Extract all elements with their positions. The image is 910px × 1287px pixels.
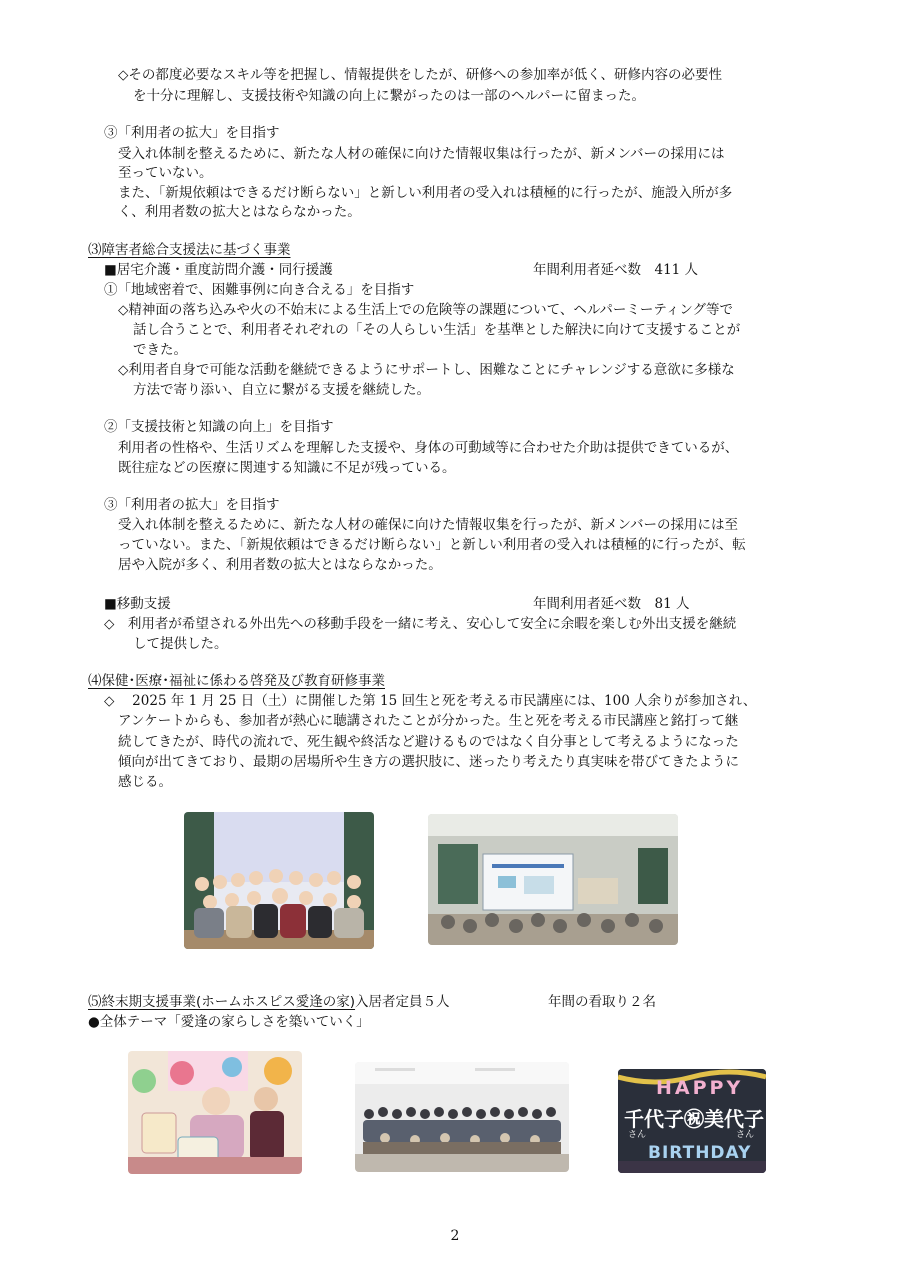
service-title: ■居宅介護・重度訪問介護・同行援護: [104, 262, 333, 278]
banner-happy-text: HAPPY: [656, 1077, 744, 1099]
text-line: 利用者の性格や、生活リズムを理解した支援や、身体の可動域等に合わせた介助は提供できているが、: [118, 440, 739, 456]
text-line: ◇ 2025 年 1 月 25 日（土）に開催した第 15 回生と死を考える市民講座には、100 人余りが参加され、: [104, 693, 757, 709]
text-line: 既往症などの医療に関連する知識に不足が残っている。: [118, 460, 456, 476]
text-line: 傾向が出てきており、最期の居場所や生き方の選択肢に、迷ったり考えたり真実味を帯びてきたように: [118, 754, 739, 770]
text-line: ◇ 利用者が希望される外出先への移動手段を一緒に考え、安心して安全に余暇を楽しむ外出支援を継続: [104, 616, 737, 632]
subsection-heading: ③「利用者の拡大」を目指す: [104, 125, 280, 141]
section-heading-4: ⑷保健･医療･福祉に係わる啓発及び教育研修事業: [88, 673, 385, 689]
text-line: アンケートからも、参加者が熱心に聴講されたことが分かった。生と死を考える市民講座と銘打って継: [118, 713, 739, 729]
service-title: ■移動支援: [104, 596, 171, 612]
text-line: っていない。また、「新規依頼はできるだけ断らない」と新しい利用者の受入れは積極的に行ったが、転: [118, 537, 746, 553]
service-stat: 年間利用者延べ数 81 人: [533, 596, 690, 612]
subsection-heading: ③「利用者の拡大」を目指す: [104, 497, 280, 513]
lecture-photo: [428, 814, 678, 945]
banner-names-text: 千代子㊗美代子: [624, 1107, 764, 1131]
section-heading-5: [88, 993, 450, 1011]
banner-birthday-text: BIRTHDAY: [648, 1143, 752, 1163]
text-line: 居や入院が多く、利用者数の拡大とはならなかった。: [118, 557, 442, 573]
banner-san-text: さん: [628, 1130, 647, 1140]
text-line: 続してきたが、時代の流れで、死生観や終活など避けるものではなく自分事として考えるようになった: [118, 734, 739, 750]
text-line: して提供した。: [133, 636, 228, 652]
text-line: 方法で寄り添い、自立に繋がる支援を継続した。: [133, 382, 430, 398]
subsection-heading: ①「地域密着で、困難事例に向き合える」を目指す: [104, 282, 415, 298]
text-line: ◇精神面の落ち込みや火の不始末による生活上での危険等の課題について、ヘルパーミーティング等で: [118, 302, 734, 318]
text-line: 話し合うことで、利用者それぞれの「その人らしい生活」を基準とした解決に向けて支援することが: [133, 322, 741, 338]
text-line: く、利用者数の拡大とはならなかった。: [118, 204, 361, 220]
text-line: できた。: [133, 342, 187, 358]
text-line: ◇その都度必要なスキル等を把握し、情報提供をしたが、研修への参加率が低く、研修内容の必要性: [118, 67, 722, 83]
text-line: また、「新規依頼はできるだけ断らない」と新しい利用者の受入れは積極的に行ったが、施設入所が多: [118, 185, 733, 201]
capacity-text: 入居者定員５人: [355, 994, 450, 1010]
text-line: 受入れ体制を整えるために、新たな人材の確保に向けた情報収集を行ったが、新メンバーの採用には至: [118, 517, 739, 533]
text-line: を十分に理解し、支援技術や知識の向上に繋がったのは一部のヘルパーに留まった。: [133, 88, 646, 104]
section-heading-5-title: ⑸終末期支援事業(ホームホスピス愛逢の家): [88, 994, 356, 1010]
text-line: ◇利用者自身で可能な活動を継続できるようにサポートし、困難なことにチャレンジする意欲に多様な: [118, 362, 735, 378]
birthday-banner-photo: [618, 1069, 766, 1173]
text-line: 感じる。: [118, 774, 172, 790]
group-photo-seminar: [184, 812, 374, 949]
service-stat: 年間利用者延べ数 411 人: [533, 262, 699, 278]
section-heading-3: ⑶障害者総合支援法に基づく事業: [88, 242, 291, 258]
banner-san-text: さん: [736, 1130, 755, 1140]
group-photo-hall: [355, 1062, 569, 1172]
text-line: 受入れ体制を整えるために、新たな人材の確保に向けた情報収集は行ったが、新メンバーの採用には: [118, 146, 725, 162]
theme-line: ●全体テーマ「愛逢の家らしさを築いていく」: [88, 1014, 370, 1030]
service-stat: 年間の看取り２名: [548, 994, 656, 1010]
subsection-heading: ②「支援技術と知識の向上」を目指す: [104, 419, 334, 435]
page-number: 2: [450, 1228, 460, 1244]
text-line: 至っていない。: [118, 165, 213, 181]
birthday-photo: [128, 1051, 302, 1174]
